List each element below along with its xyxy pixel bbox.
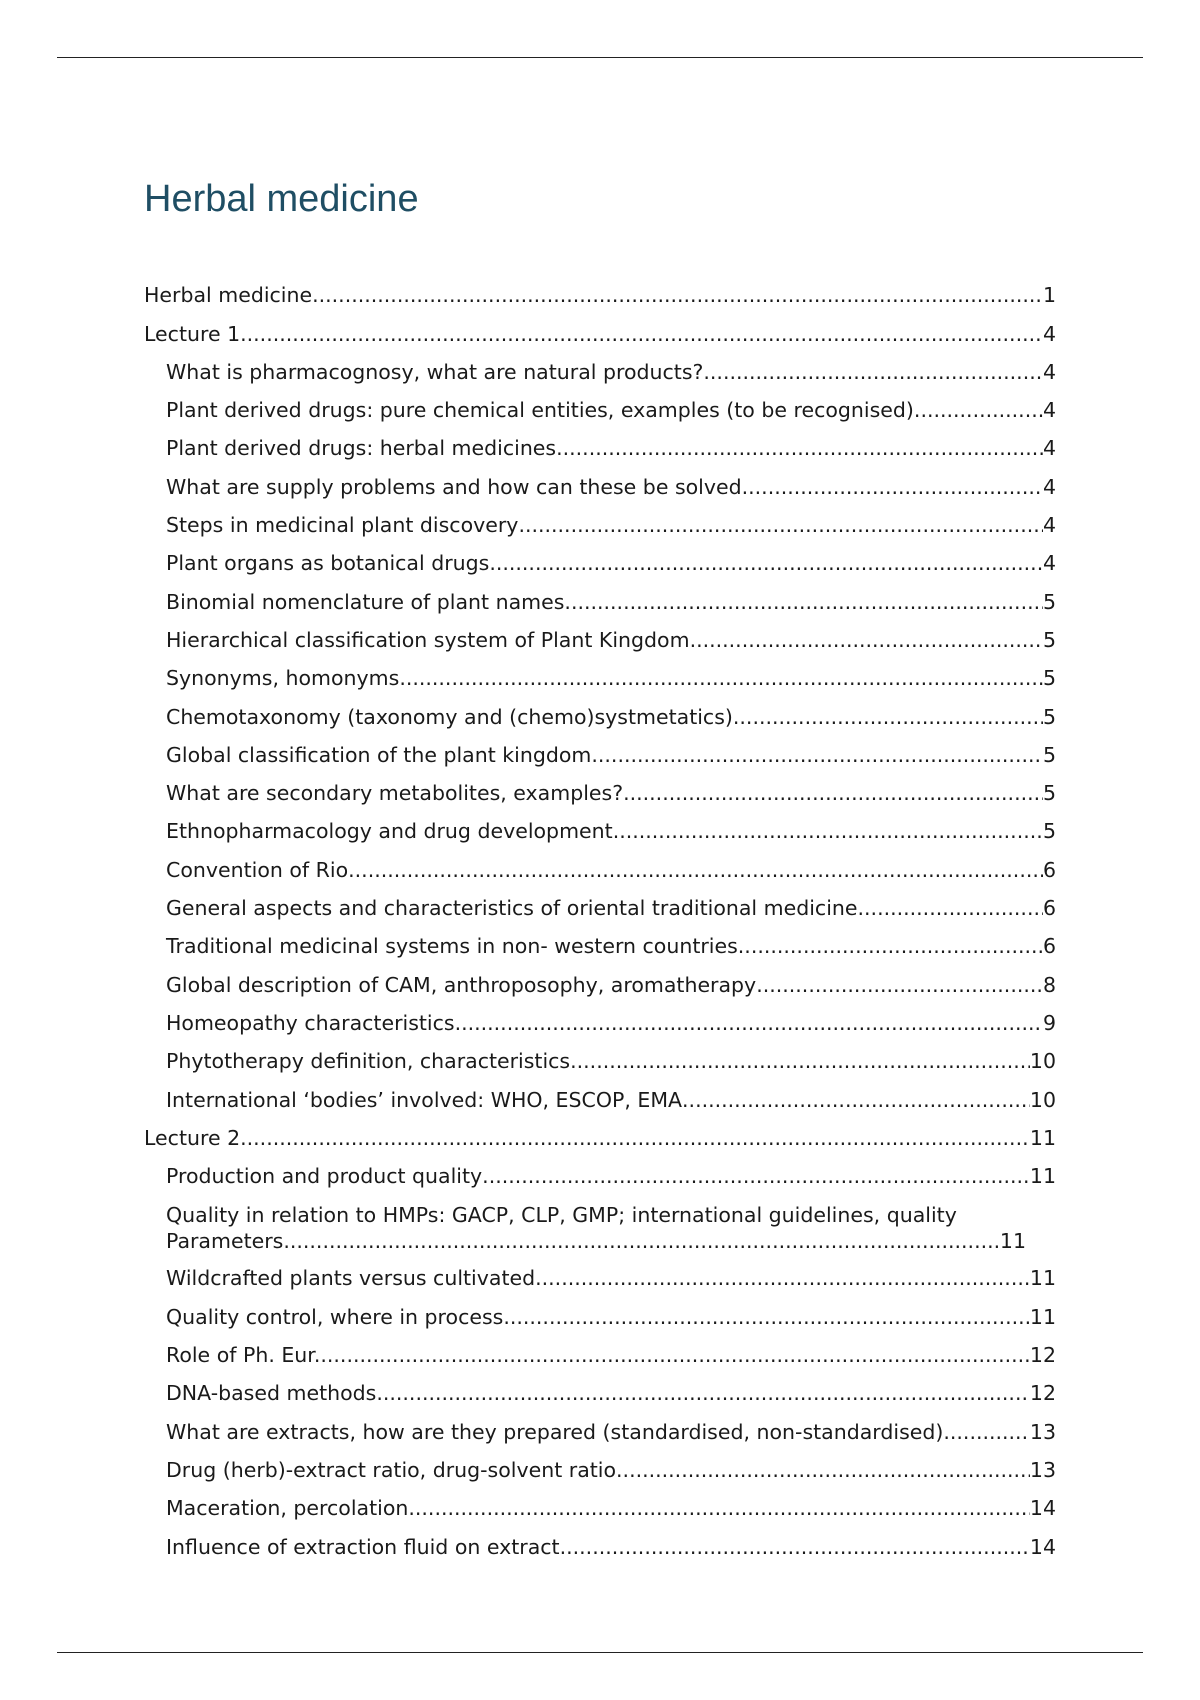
toc-entry-text: Traditional medicinal systems in non- western countries (166, 934, 738, 959)
toc-entry[interactable] (144, 501, 1056, 539)
toc-entry-text: Homeopathy characteristics (166, 1010, 455, 1035)
toc-entry[interactable] (144, 692, 1056, 730)
toc-entry[interactable] (144, 539, 1056, 577)
dot-leader (616, 1456, 1030, 1484)
dot-leader (408, 1494, 1030, 1522)
toc-entry[interactable] (144, 1522, 1056, 1560)
table-of-contents (144, 271, 1056, 1561)
toc-entry-text: International ‘bodies’ involved: WHO, ESCOP, EMA (166, 1087, 683, 1112)
toc-entry[interactable] (144, 922, 1056, 960)
toc-page-number: 6 (1042, 857, 1056, 882)
toc-entry-text: What are extracts, how are they prepared (standardised, non-standardised) (166, 1419, 944, 1444)
header-rule (57, 57, 1143, 58)
dot-leader (455, 1009, 1043, 1037)
toc-entry-text: Hierarchical classification system of Plant Kingdom (166, 627, 690, 652)
toc-entry[interactable] (144, 1484, 1056, 1522)
toc-entry[interactable] (144, 999, 1056, 1037)
toc-entry-text: Convention of Rio (166, 857, 349, 882)
toc-page-number: 4 (1042, 359, 1056, 384)
toc-page-number: 4 (1042, 551, 1056, 576)
dot-leader (943, 1418, 1030, 1446)
toc-entry[interactable] (144, 1369, 1056, 1407)
dot-leader (756, 971, 1043, 999)
toc-entry[interactable] (144, 1407, 1056, 1445)
dot-leader (556, 434, 1043, 462)
toc-entry[interactable] (144, 424, 1056, 462)
toc-entry[interactable] (144, 1114, 1056, 1152)
toc-entry-text: Role of Ph. Eur. (166, 1343, 321, 1368)
toc-entry-text: Quality control, where in process (166, 1304, 504, 1329)
toc-page-number: 4 (1042, 474, 1056, 499)
dot-leader (858, 894, 1043, 922)
toc-entry[interactable] (144, 577, 1056, 615)
dot-leader (613, 817, 1043, 845)
dot-leader (240, 320, 1043, 348)
toc-entry-text: Production and product quality (166, 1164, 483, 1189)
toc-entry-text: Plant derived drugs: pure chemical entities, examples (to be recognised) (166, 398, 914, 423)
dot-leader (535, 1264, 1030, 1292)
toc-entry-text: Chemotaxonomy (taxonomy and (chemo)systmetatics) (166, 704, 733, 729)
dot-leader (570, 1047, 1030, 1075)
toc-entry[interactable] (144, 960, 1056, 998)
toc-page-number: 6 (1042, 934, 1056, 959)
toc-page-number: 4 (1042, 513, 1056, 538)
toc-entry[interactable] (144, 845, 1056, 883)
toc-entry-text: Binomial nomenclature of plant names (166, 589, 565, 614)
toc-entry-text-line1: Quality in relation to HMPs: GACP, CLP, GMP; international guidelines, quality (166, 1203, 957, 1228)
toc-entry-text: Lecture 1 (144, 321, 241, 346)
dot-leader (703, 358, 1043, 386)
toc-page-number: 11 (1029, 1266, 1056, 1291)
dot-leader (348, 856, 1043, 884)
toc-entry-text: Plant derived drugs: herbal medicines (166, 436, 557, 461)
toc-entry[interactable] (144, 616, 1056, 654)
toc-entry-text: Influence of extraction fluid on extract (166, 1534, 560, 1559)
toc-entry[interactable] (144, 1152, 1056, 1190)
dot-leader (914, 396, 1043, 424)
toc-entry-text-line2 (166, 1228, 1026, 1254)
toc-entry-text: Global classification of the plant kingdom (166, 742, 592, 767)
toc-entry-text: Phytotherapy definition, characteristics (166, 1049, 571, 1074)
toc-entry[interactable] (144, 309, 1056, 347)
toc-entry-text: Lecture 2 (144, 1125, 241, 1150)
toc-entry[interactable] (144, 1292, 1056, 1330)
toc-page-number: 14 (1029, 1534, 1056, 1559)
toc-page-number: 5 (1042, 589, 1056, 614)
dot-leader (399, 664, 1043, 692)
toc-page-number: 1 (1042, 283, 1056, 308)
toc-entry-text: Global description of CAM, anthroposophy, aromatherapy (166, 972, 757, 997)
dot-leader (682, 1086, 1030, 1114)
toc-page-number: 6 (1042, 896, 1056, 921)
footer-rule (57, 1652, 1143, 1653)
dot-leader (489, 549, 1043, 577)
toc-page-number: 5 (1042, 819, 1056, 844)
toc-entry[interactable] (144, 731, 1056, 769)
toc-entry-text-tail: Parameters (166, 1229, 284, 1254)
dot-leader (320, 1341, 1030, 1369)
dot-leader (738, 932, 1043, 960)
dot-leader (482, 1162, 1030, 1190)
toc-entry[interactable] (144, 1254, 1056, 1292)
dot-leader (518, 511, 1043, 539)
toc-entry[interactable] (144, 1446, 1056, 1484)
toc-entry-text (166, 1202, 1026, 1254)
toc-entry[interactable] (144, 462, 1056, 500)
toc-entry-text: Herbal medicine (144, 283, 313, 308)
toc-entry[interactable] (144, 807, 1056, 845)
dot-leader (733, 703, 1043, 731)
toc-entry-text: What is pharmacognosy, what are natural products? (166, 359, 704, 384)
dot-leader (690, 626, 1043, 654)
toc-entry[interactable] (144, 1037, 1056, 1075)
document-title: Herbal medicine (144, 178, 419, 220)
toc-entry[interactable] (144, 348, 1056, 386)
toc-page-number: 10 (1029, 1087, 1056, 1112)
toc-entry-text: What are secondary metabolites, examples? (166, 781, 624, 806)
toc-page-number: 14 (1029, 1496, 1056, 1521)
dot-leader (503, 1303, 1030, 1331)
dot-leader (564, 588, 1043, 616)
toc-page-number: 5 (1042, 704, 1056, 729)
toc-entry[interactable] (144, 769, 1056, 807)
toc-entry-text: What are supply problems and how can these be solved (166, 474, 742, 499)
toc-page-number: 4 (1042, 321, 1056, 346)
toc-page-number: 5 (1042, 742, 1056, 767)
toc-page-number: 5 (1042, 781, 1056, 806)
toc-entry[interactable] (144, 386, 1056, 424)
dot-leader (376, 1379, 1030, 1407)
dot-leader (623, 779, 1043, 807)
toc-page-number: 5 (1042, 627, 1056, 652)
toc-page-number: 10 (1029, 1049, 1056, 1074)
toc-entry-text: Plant organs as botanical drugs (166, 551, 490, 576)
toc-entry-text: General aspects and characteristics of oriental traditional medicine (166, 896, 858, 921)
toc-entry-text: DNA-based methods (166, 1381, 377, 1406)
toc-page-number: 12 (1029, 1381, 1056, 1406)
toc-entry-text: Synonyms, homonyms (166, 666, 400, 691)
toc-entry-text: Ethnopharmacology and drug development (166, 819, 613, 844)
toc-page-number: 11 (1029, 1125, 1056, 1150)
toc-page-number: 12 (1029, 1343, 1056, 1368)
toc-page-number: 11 (1029, 1164, 1056, 1189)
toc-page-number: 13 (1029, 1457, 1056, 1482)
dot-leader (312, 281, 1043, 309)
dot-leader (240, 1124, 1030, 1152)
dot-leader (560, 1533, 1030, 1561)
toc-entry-text: Steps in medicinal plant discovery (166, 513, 519, 538)
dot-leader (283, 1228, 1000, 1254)
toc-entry[interactable] (144, 884, 1056, 922)
toc-page-number: 4 (1042, 398, 1056, 423)
toc-page-number: 13 (1029, 1419, 1056, 1444)
toc-entry[interactable] (144, 1331, 1056, 1369)
toc-page-number: 11 (1029, 1304, 1056, 1329)
toc-page-number: 4 (1042, 436, 1056, 461)
dot-leader (742, 473, 1043, 501)
toc-entry[interactable] (144, 1075, 1056, 1113)
toc-page-number: 11 (999, 1229, 1026, 1254)
toc-page-number: 8 (1042, 972, 1056, 997)
dot-leader (591, 741, 1043, 769)
toc-entry-text: Wildcrafted plants versus cultivated (166, 1266, 536, 1291)
toc-entry[interactable] (144, 1190, 1056, 1254)
toc-entry-text: Drug (herb)-extract ratio, drug-solvent ratio (166, 1457, 617, 1482)
toc-page-number: 9 (1042, 1010, 1056, 1035)
toc-entry[interactable] (144, 271, 1056, 309)
toc-entry-text: Maceration, percolation (166, 1496, 409, 1521)
toc-entry[interactable] (144, 654, 1056, 692)
toc-page-number: 5 (1042, 666, 1056, 691)
